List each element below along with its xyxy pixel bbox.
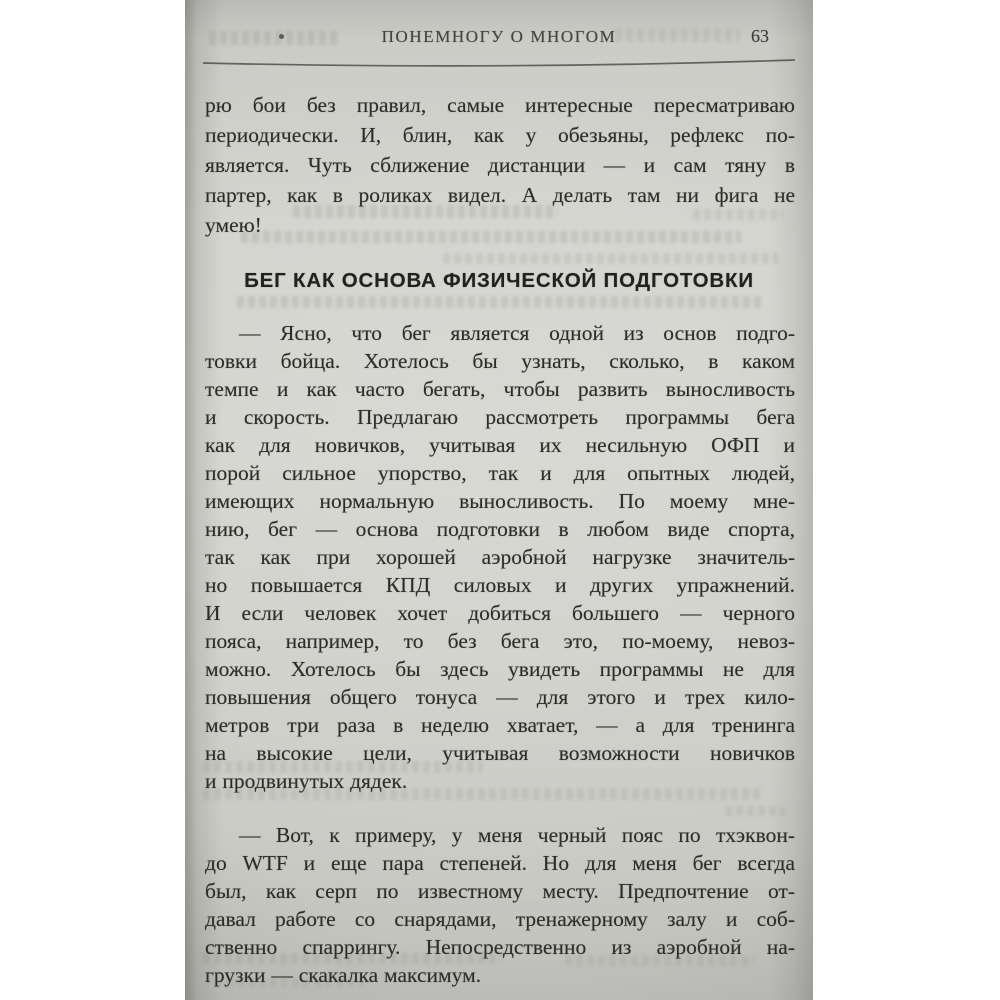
text-line: является. Чуть сближение дистанции — и сам тяну в <box>205 153 795 177</box>
text-line: и скорость. Предлагаю рассмотреть программы бега <box>205 405 795 429</box>
text-line: ственно спаррингу. Непосредственно из аэробной на- <box>205 935 795 959</box>
text-line: и продвинутых дядек. <box>205 769 408 793</box>
text-line: рю бои без правил, самые интересные пересматриваю <box>205 93 795 117</box>
text-line: давал работе со снарядами, тренажерному залу и соб- <box>205 907 795 931</box>
page-number: 63 <box>751 26 769 46</box>
text-line: пояса, например, то без бега это, по-моему, невоз- <box>205 629 795 653</box>
text-line: темпе и как часто бегать, чтобы развить выносливость <box>205 377 795 401</box>
text-line: был, как серп по известному месту. Предпочтение от- <box>205 879 795 903</box>
text-line: но повышается КПД силовых и других упражнений. <box>205 573 795 597</box>
show-through-artifact <box>615 29 740 42</box>
text-line: И если человек хочет добиться большего — черного <box>205 601 795 625</box>
text-line: периодически. И, блин, как у обезьяны, рефлекс по- <box>205 123 795 147</box>
book-page-photo <box>185 0 813 1000</box>
paragraph-answer <box>205 821 795 989</box>
paragraph-continuation <box>205 90 795 240</box>
text-line: партер, как в роликах видел. А делать там ни фига не <box>205 183 795 207</box>
text-line: умею! <box>205 213 262 237</box>
paragraph-question <box>205 319 795 795</box>
show-through-artifact <box>443 253 778 264</box>
section-heading: БЕГ КАК ОСНОВА ФИЗИЧЕСКОЙ ПОДГОТОВКИ <box>244 269 754 292</box>
text-line: — Ясно, что бег является одной из основ подго- <box>239 321 795 345</box>
text-line: так как при хорошей аэробной нагрузке значитель- <box>205 545 795 569</box>
text-line: повышения общего тонуса — для этого и трех кило- <box>205 685 795 709</box>
show-through-artifact <box>209 31 341 45</box>
text-line: нию, бег — основа подготовки в любом виде спорта, <box>205 517 795 541</box>
show-through-artifact <box>725 806 785 816</box>
text-line: метров три раза в неделю хватает, — а для тренинга <box>205 713 795 737</box>
header-rule-line <box>201 55 797 71</box>
text-line: имеющих нормальную выносливость. По моему мне- <box>205 489 795 513</box>
text-line: товки бойца. Хотелось бы узнать, сколько, в каком <box>205 349 795 373</box>
text-line: можно. Хотелось бы здесь увидеть программы не для <box>205 657 795 681</box>
running-title: ПОНЕМНОГУ О МНОГОМ <box>381 27 617 46</box>
text-line: — Вот, к примеру, у меня черный пояс по тхэквон- <box>239 823 795 847</box>
text-line: как для новичков, учитывая их несильную ОФП и <box>205 433 795 457</box>
text-line: на высокие цели, учитывая возможности новичков <box>205 741 795 765</box>
text-line: порой сильное упорство, так и для опытных людей, <box>205 461 795 485</box>
text-line: грузки — скакалка максимум. <box>205 963 482 987</box>
show-through-artifact <box>237 296 762 308</box>
text-line: до WTF и еще пара степеней. Но для меня бег всегда <box>205 851 795 875</box>
